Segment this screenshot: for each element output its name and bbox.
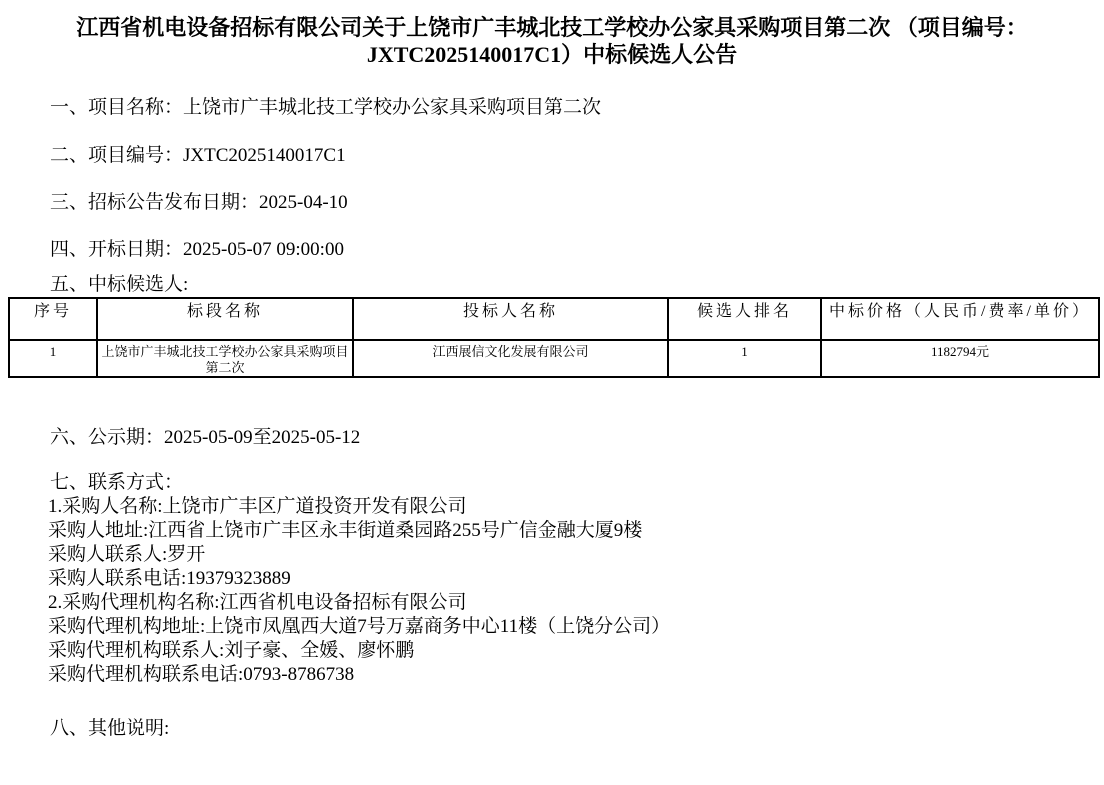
cell-bid-price: 1182794元 (821, 340, 1099, 377)
header-seq: 序号 (9, 298, 97, 340)
table-row (9, 340, 1099, 377)
section-publicity-period: 六、公示期：2025-05-09至2025-05-12 (50, 427, 361, 448)
contact-line-purchaser-phone: 采购人联系电话:19379323889 (48, 568, 291, 589)
contact-line-purchaser-address: 采购人地址:江西省上饶市广丰区永丰街道桑园路255号广信金融大厦9楼 (48, 520, 643, 541)
header-bid-price: 中标价格（人民币/费率/单价） (821, 298, 1099, 340)
section-announcement-date: 三、招标公告发布日期：2025-04-10 (50, 192, 348, 213)
section-project-name: 一、项目名称：上饶市广丰城北技工学校办公家具采购项目第二次 (50, 97, 602, 118)
contact-line-agency-address: 采购代理机构地址:上饶市凤凰西大道7号万嘉商务中心11楼（上饶分公司） (48, 616, 671, 637)
candidates-table (8, 297, 1100, 378)
contact-line-purchaser-name: 1.采购人名称:上饶市广丰区广道投资开发有限公司 (48, 496, 467, 517)
contact-line-agency-phone: 采购代理机构联系电话:0793-8786738 (48, 664, 355, 685)
page-title: 江西省机电设备招标有限公司关于上饶市广丰城北技工学校办公家具采购项目第二次 （项目编号：JXTC2025140017C1）中标候选人公告 (76, 15, 1028, 67)
contact-line-agency-name: 2.采购代理机构名称:江西省机电设备招标有限公司 (48, 592, 467, 613)
cell-bidder-name: 江西展信文化发展有限公司 (353, 340, 668, 377)
table-header-row (9, 298, 1099, 340)
section-other-notes-heading: 八、其他说明: (50, 718, 170, 739)
section-candidates-heading: 五、中标候选人: (50, 274, 189, 295)
contact-line-purchaser-contact: 采购人联系人:罗开 (48, 544, 206, 565)
header-section-name: 标段名称 (97, 298, 353, 340)
contact-block (0, 495, 1104, 687)
header-candidate-rank: 候选人排名 (668, 298, 821, 340)
section-contact-heading: 七、联系方式： (50, 472, 184, 493)
contact-line-agency-contact: 采购代理机构联系人:刘子豪、全媛、廖怀鹏 (48, 640, 415, 661)
header-bidder-name: 投标人名称 (353, 298, 668, 340)
cell-seq: 1 (9, 340, 97, 377)
cell-section-name: 上饶市广丰城北技工学校办公家具采购项目第二次 (97, 340, 353, 377)
section-project-number: 二、项目编号：JXTC2025140017C1 (50, 145, 346, 166)
section-bid-opening-date: 四、开标日期：2025-05-07 09:00:00 (50, 239, 344, 260)
cell-candidate-rank: 1 (668, 340, 821, 377)
